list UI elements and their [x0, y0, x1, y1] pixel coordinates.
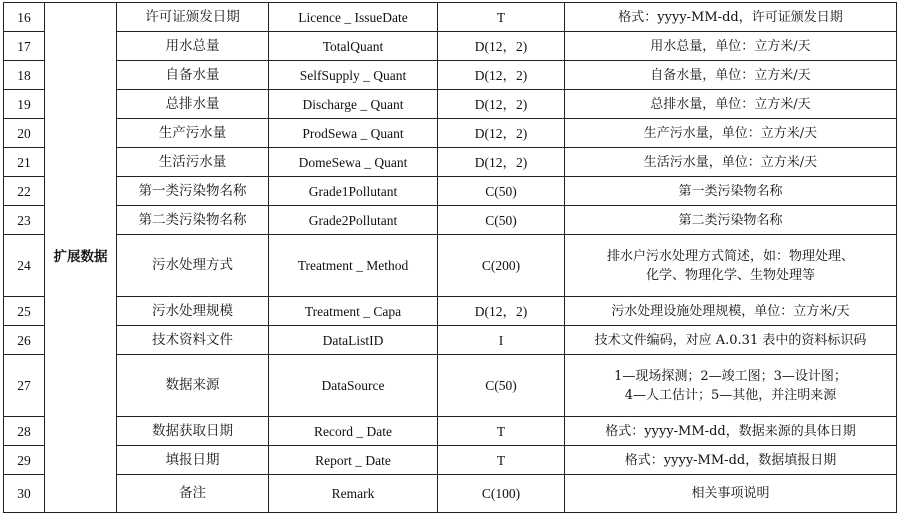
- table-row: [4, 355, 897, 417]
- row-number: 17: [4, 32, 45, 61]
- field-type: C(200): [438, 235, 565, 297]
- field-type: I: [438, 326, 565, 355]
- table-row: [4, 61, 897, 90]
- table-row: [4, 206, 897, 235]
- field-description: 格式：yyyy-MM-dd，许可证颁发日期: [565, 3, 897, 32]
- field-name-en: Discharge _ Quant: [269, 90, 438, 119]
- table-row: [4, 3, 897, 32]
- field-description: 第一类污染物名称: [565, 177, 897, 206]
- field-name-en: TotalQuant: [269, 32, 438, 61]
- field-spec-table: [3, 2, 897, 513]
- field-type: C(100): [438, 475, 565, 513]
- row-number: 25: [4, 297, 45, 326]
- field-name-cn: 备注: [117, 475, 269, 513]
- row-number: 28: [4, 417, 45, 446]
- field-description: 污水处理设施处理规模，单位：立方米/天: [565, 297, 897, 326]
- field-description: 第二类污染物名称: [565, 206, 897, 235]
- field-name-en: Treatment _ Method: [269, 235, 438, 297]
- field-name-en: Licence _ IssueDate: [269, 3, 438, 32]
- field-name-cn: 生活污水量: [117, 148, 269, 177]
- field-type: C(50): [438, 355, 565, 417]
- field-description: 自备水量，单位：立方米/天: [565, 61, 897, 90]
- field-type: C(50): [438, 206, 565, 235]
- field-name-en: DataSource: [269, 355, 438, 417]
- table-row: [4, 326, 897, 355]
- row-number: 23: [4, 206, 45, 235]
- field-name-cn: 用水总量: [117, 32, 269, 61]
- table-row: [4, 148, 897, 177]
- description-line-1: 1—现场探测；2—竣工图；3—设计图；: [614, 368, 847, 384]
- field-type: T: [438, 3, 565, 32]
- field-name-cn: 污水处理规模: [117, 297, 269, 326]
- field-type: D(12，2): [438, 61, 565, 90]
- row-number: 20: [4, 119, 45, 148]
- row-number: 18: [4, 61, 45, 90]
- row-number: 29: [4, 446, 45, 475]
- field-type: D(12，2): [438, 32, 565, 61]
- field-description: 格式：yyyy-MM-dd，数据填报日期: [565, 446, 897, 475]
- field-name-en: Remark: [269, 475, 438, 513]
- field-name-en: Grade1Pollutant: [269, 177, 438, 206]
- field-description: [565, 355, 897, 417]
- description-line-2: 化学、物理化学、生物处理等: [645, 267, 815, 283]
- field-name-en: Grade2Pollutant: [269, 206, 438, 235]
- field-type: D(12，2): [438, 90, 565, 119]
- field-name-cn: 技术资料文件: [117, 326, 269, 355]
- field-name-cn: 填报日期: [117, 446, 269, 475]
- row-number: 16: [4, 3, 45, 32]
- table-row: [4, 177, 897, 206]
- description-line-2: 4—人工估计；5—其他，并注明来源: [624, 387, 837, 403]
- field-type: C(50): [438, 177, 565, 206]
- field-description: 生产污水量，单位：立方米/天: [565, 119, 897, 148]
- table-row: [4, 90, 897, 119]
- field-description: 格式：yyyy-MM-dd，数据来源的具体日期: [565, 417, 897, 446]
- table-row: [4, 32, 897, 61]
- field-name-en: SelfSupply _ Quant: [269, 61, 438, 90]
- field-name-en: Report _ Date: [269, 446, 438, 475]
- field-type: T: [438, 446, 565, 475]
- field-name-en: ProdSewa _ Quant: [269, 119, 438, 148]
- field-description: 用水总量，单位：立方米/天: [565, 32, 897, 61]
- table-row: [4, 446, 897, 475]
- field-name-en: DomeSewa _ Quant: [269, 148, 438, 177]
- row-number: 26: [4, 326, 45, 355]
- field-name-cn: 自备水量: [117, 61, 269, 90]
- field-name-en: Treatment _ Capa: [269, 297, 438, 326]
- row-number: 19: [4, 90, 45, 119]
- field-type: D(12，2): [438, 148, 565, 177]
- row-number: 24: [4, 235, 45, 297]
- row-number: 27: [4, 355, 45, 417]
- field-description: 生活污水量，单位：立方米/天: [565, 148, 897, 177]
- row-number: 22: [4, 177, 45, 206]
- field-name-cn: 总排水量: [117, 90, 269, 119]
- field-name-cn: 污水处理方式: [117, 235, 269, 297]
- field-name-cn: 许可证颁发日期: [117, 3, 269, 32]
- table-row: [4, 235, 897, 297]
- field-name-cn: 数据来源: [117, 355, 269, 417]
- field-type: D(12，2): [438, 119, 565, 148]
- field-type: D(12，2): [438, 297, 565, 326]
- field-name-cn: 数据获取日期: [117, 417, 269, 446]
- field-type: T: [438, 417, 565, 446]
- field-name-en: DataListID: [269, 326, 438, 355]
- field-name-cn: 第一类污染物名称: [117, 177, 269, 206]
- table-row: [4, 475, 897, 513]
- field-name-cn: 第二类污染物名称: [117, 206, 269, 235]
- category-cell: 扩展数据: [45, 3, 117, 513]
- field-description: 总排水量，单位：立方米/天: [565, 90, 897, 119]
- table-row: [4, 297, 897, 326]
- table-row: [4, 119, 897, 148]
- field-name-en: Record _ Date: [269, 417, 438, 446]
- row-number: 21: [4, 148, 45, 177]
- field-name-cn: 生产污水量: [117, 119, 269, 148]
- field-description: 相关事项说明: [565, 475, 897, 513]
- field-description: 技术文件编码，对应 A.0.31 表中的资料标识码: [565, 326, 897, 355]
- field-description: [565, 235, 897, 297]
- description-line-1: 排水户污水处理方式简述，如：物理处理、: [606, 248, 854, 264]
- row-number: 30: [4, 475, 45, 513]
- field-table-container: [3, 2, 896, 513]
- table-row: [4, 417, 897, 446]
